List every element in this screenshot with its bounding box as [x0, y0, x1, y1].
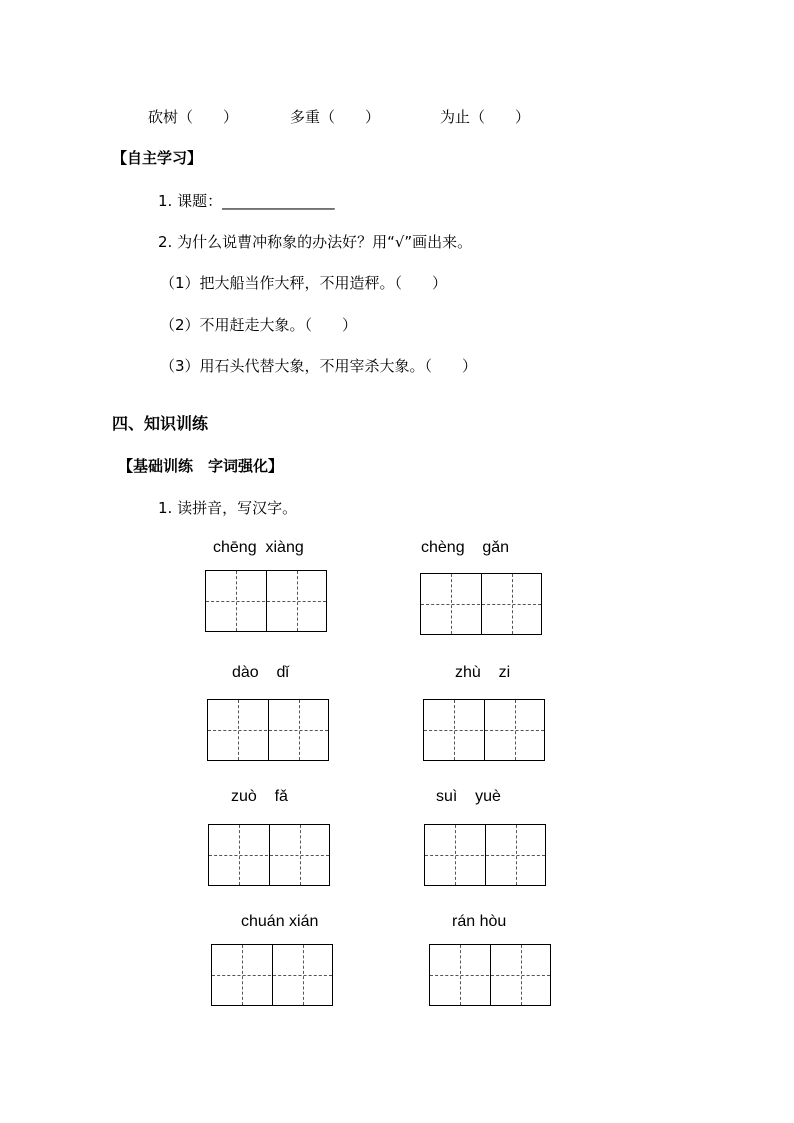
pinyin-label: rán hòu [452, 913, 507, 930]
writing-grid[interactable] [211, 944, 333, 1006]
section-title: 四、知识训练 [112, 414, 209, 433]
option-3[interactable]: （3）用石头代替大象，不用宰杀大象。（ ） [160, 357, 478, 375]
writing-grid[interactable] [429, 944, 551, 1006]
writing-grid[interactable] [205, 570, 327, 632]
writing-grid[interactable] [420, 573, 542, 635]
answer-paren[interactable]: （ ） [178, 108, 239, 126]
self-study-heading: 【自主学习】 [112, 149, 203, 167]
word-duo-zhong: 多重 [290, 108, 321, 126]
answer-paren[interactable]: （ ） [470, 108, 531, 126]
pinyin-label: dào dǐ [232, 664, 289, 681]
writing-grid[interactable] [424, 824, 546, 886]
answer-paren[interactable]: （ ） [320, 108, 381, 126]
question-1-title[interactable]: 1. 课题：_______________ [158, 192, 335, 210]
pinyin-label: suì yuè [436, 788, 501, 805]
word-row [440, 107, 530, 127]
word-row [148, 107, 238, 127]
writing-grid[interactable] [208, 824, 330, 886]
word-kan-shu: 砍树 [148, 108, 179, 126]
option-1[interactable]: （1）把大船当作大秤，不用造秤。（ ） [160, 274, 448, 292]
word-wei-zhi: 为止 [440, 108, 471, 126]
writing-grid[interactable] [423, 699, 545, 761]
basic-training-heading: 【基础训练 字词强化】 [118, 457, 284, 475]
pinyin-question: 1. 读拼音，写汉字。 [158, 499, 298, 517]
question-2: 2. 为什么说曹冲称象的办法好？用“√”画出来。 [158, 233, 473, 251]
pinyin-label: chēng xiàng [213, 539, 304, 556]
option-2[interactable]: （2）不用赶走大象。（ ） [160, 316, 358, 334]
word-row [290, 107, 380, 127]
writing-grid[interactable] [207, 699, 329, 761]
pinyin-label: chuán xián [241, 913, 319, 930]
pinyin-label: zhù zi [455, 664, 511, 681]
pinyin-label: zuò fǎ [231, 788, 288, 805]
pinyin-label: chèng gǎn [421, 539, 510, 556]
